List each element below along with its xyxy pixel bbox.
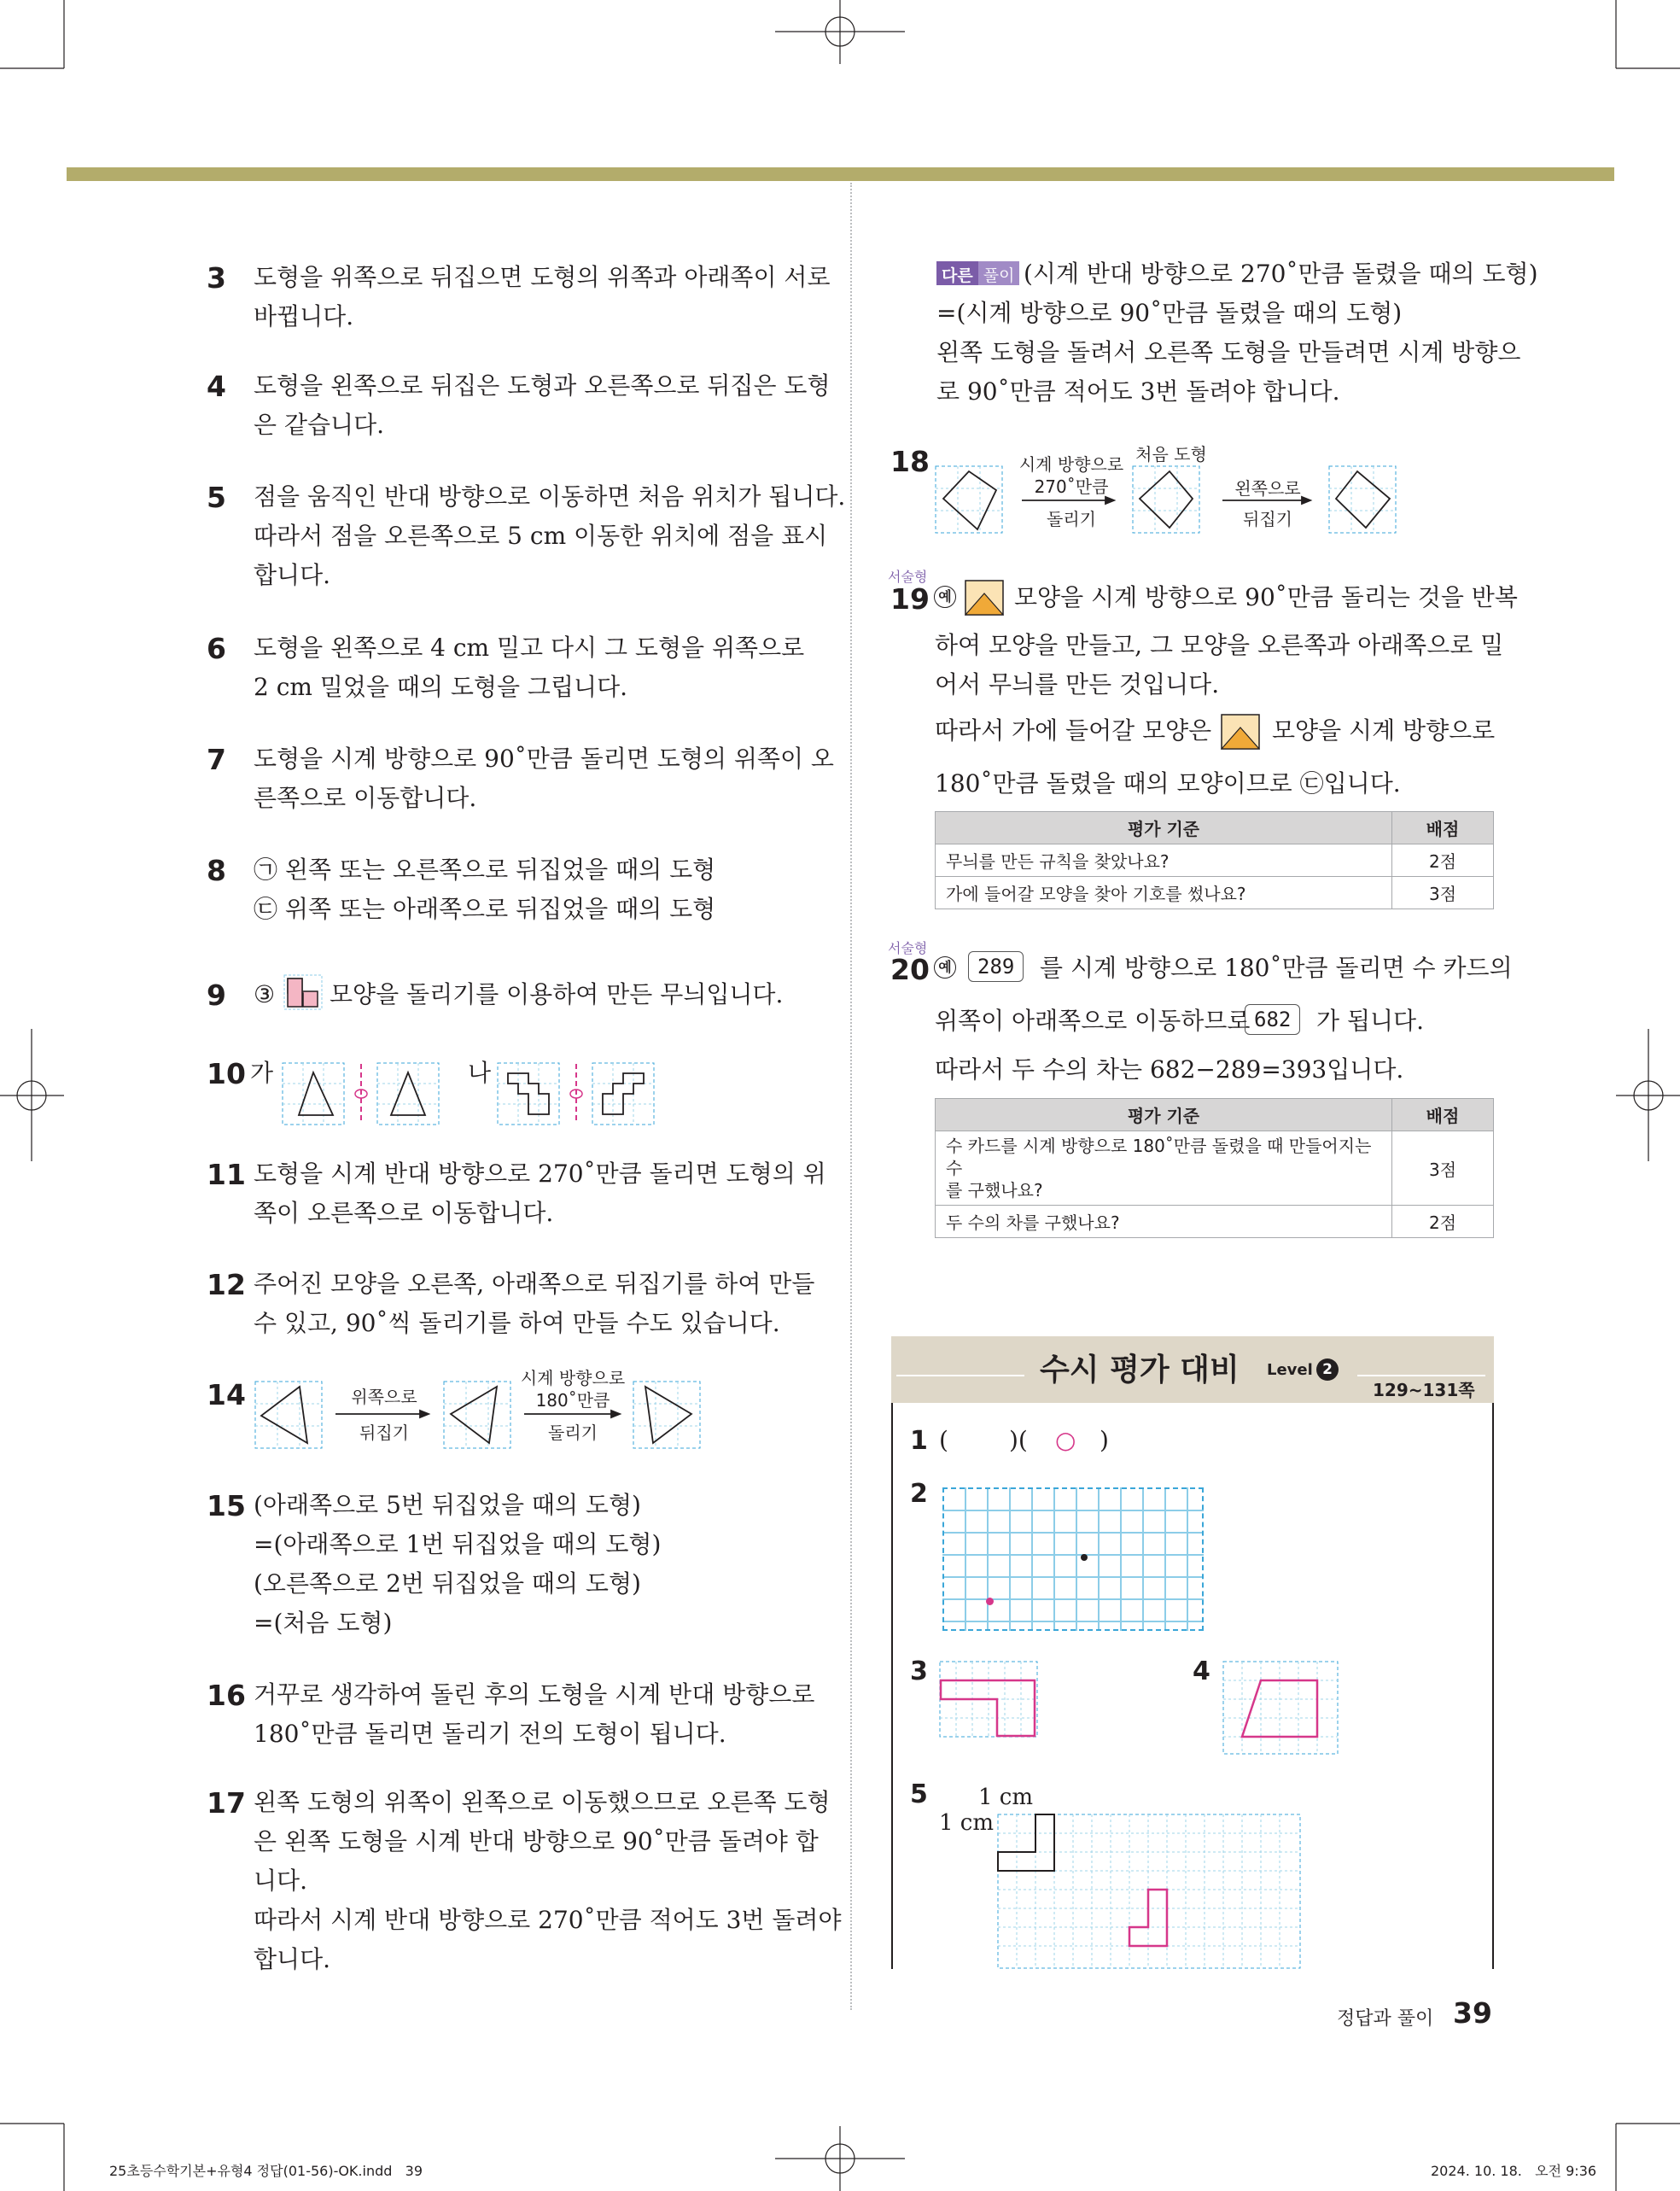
question-number: 11: [207, 1158, 246, 1191]
essay-tag: 서술형: [888, 940, 928, 956]
badge-label: 풀이: [978, 261, 1020, 285]
answer-text: 도형을 시계 방향으로 90˚만큼 돌리면 도형의 위쪽이 오: [254, 745, 834, 773]
table-row: [936, 844, 1494, 877]
answer-text: 따라서 가에 들어갈 모양은: [935, 716, 1212, 745]
scale-label: 1 cm: [939, 1810, 995, 1836]
grid-figure-3: [939, 1661, 1038, 1738]
column-divider: [850, 183, 852, 2010]
answer-text: 수 있고, 90˚씩 돌리기를 하여 만들 수도 있습니다.: [254, 1309, 780, 1337]
question-number: 17: [207, 1786, 246, 1820]
arrow-label: 돌리기: [1047, 509, 1096, 529]
answer-text: 를 시계 방향으로 180˚만큼 돌리면 수 카드의: [1040, 954, 1513, 982]
answer-text: =(처음 도형): [254, 1609, 393, 1637]
figure-18: [935, 464, 1400, 536]
dot-grid: [942, 1487, 1204, 1631]
answer-text: (시계 반대 방향으로 270˚만큼 돌렸을 때의 도형): [1024, 260, 1538, 288]
answer-text: 도형을 왼쪽으로 4 cm 밀고 다시 그 도형을 위쪽으로: [254, 634, 805, 662]
question-number: 19: [890, 582, 930, 616]
question-number: 10: [207, 1057, 246, 1090]
question-number: 7: [207, 743, 226, 776]
answer-text: 합니다.: [254, 1945, 331, 1973]
banner-rule: [896, 1375, 1024, 1376]
footer-label: 정답과 풀이: [1337, 2008, 1434, 2030]
answer-text: 른쪽으로 이동합니다.: [254, 784, 477, 812]
number-card-value: 289: [968, 951, 1024, 982]
table-cell: 2점: [1392, 844, 1494, 877]
answer-text: =(시계 방향으로 90˚만큼 돌렸을 때의 도형): [936, 299, 1403, 327]
label-ga: 가: [250, 1059, 274, 1087]
answer-text: 도형을 위쪽으로 뒤집으면 도형의 위쪽과 아래쪽이 서로: [254, 263, 831, 291]
table-cell: 를 구했나요?: [946, 1180, 1043, 1201]
answer-text: 모양을 시계 방향으로: [1272, 716, 1496, 745]
section-border-right: [1492, 1403, 1494, 1969]
item-number: 4: [1193, 1656, 1210, 1686]
answer-text: (오른쪽으로 2번 뒤집었을 때의 도형): [254, 1569, 641, 1598]
question-number: 8: [207, 854, 226, 887]
number-card: [1245, 1004, 1300, 1035]
scale-label: 1 cm: [978, 1785, 1034, 1810]
figure-14: [254, 1378, 703, 1450]
table-cell: 무늬를 만든 규칙을 찾았나요?: [936, 844, 1392, 877]
tile-shape-icon: [1221, 714, 1260, 750]
grid-figure-4: [1222, 1661, 1339, 1755]
choice-mark: ③: [254, 980, 276, 1008]
number-card: [968, 951, 1024, 982]
arrow-label: 시계 방향으로: [520, 1368, 626, 1388]
alt-badge: [936, 261, 1019, 285]
answer-text: 2 cm 밀었을 때의 도형을 그립니다.: [254, 673, 628, 701]
table-cell: 3점: [1392, 1131, 1494, 1206]
table-cell: 두 수의 차를 구했나요?: [936, 1206, 1392, 1238]
answer-text: 쪽이 오른쪽으로 이동합니다.: [254, 1199, 554, 1227]
table-cell: 수 카드를 시계 방향으로 180˚만큼 돌렸을 때 만들어지는 수: [946, 1136, 1372, 1178]
answer-text: =(아래쪽으로 1번 뒤집었을 때의 도형): [254, 1530, 662, 1558]
question-number: 20: [890, 953, 930, 986]
page-range: 129~131쪽: [1373, 1380, 1475, 1400]
item-number: 1: [910, 1426, 928, 1456]
essay-tag: 서술형: [888, 569, 928, 585]
item-number: 3: [910, 1656, 928, 1686]
table-cell: 가에 들어갈 모양을 찾아 기호를 썼나요?: [936, 877, 1392, 909]
badge-label: 다른: [936, 261, 978, 285]
grid-figure-5: [997, 1814, 1304, 1971]
answer-text: 로 90˚만큼 적어도 3번 돌려야 합니다.: [936, 377, 1340, 406]
table-header: 평가 기준: [936, 1099, 1392, 1131]
answer-text: 점을 움직인 반대 방향으로 이동하면 처음 위치가 됩니다.: [254, 482, 846, 511]
paren: ): [1100, 1426, 1109, 1454]
question-number: 14: [207, 1378, 246, 1411]
answer-text: 합니다.: [254, 561, 331, 589]
section-border-left: [891, 1403, 893, 1969]
question-number: 12: [207, 1268, 246, 1301]
question-number: 16: [207, 1679, 246, 1712]
answer-text: 니다.: [254, 1867, 307, 1895]
answer-text: 은 왼쪽 도형을 시계 반대 방향으로 90˚만큼 돌려야 합: [254, 1827, 819, 1855]
tile-shape-icon: [965, 580, 1004, 616]
answer-text: ㉠ 왼쪽 또는 오른쪽으로 뒤집었을 때의 도형: [254, 856, 716, 884]
level-number: 2: [1316, 1358, 1339, 1381]
question-number: 4: [207, 370, 226, 403]
original-point: [1081, 1554, 1088, 1561]
answer-text: 모양을 돌리기를 이용하여 만든 무늬입니다.: [330, 980, 784, 1008]
answer-text: 따라서 점을 오른쪽으로 5 cm 이동한 위치에 점을 표시: [254, 522, 828, 550]
answer-point: [986, 1598, 994, 1605]
table-cell: 2점: [1392, 1206, 1494, 1238]
arrow-label: 180˚만큼: [535, 1390, 610, 1411]
answer-text: 모양을 시계 방향으로 90˚만큼 돌리는 것을 반복: [1014, 583, 1518, 611]
top-bar: [67, 167, 1614, 181]
answer-text: 위쪽이 아래쪽으로 이동하므로: [935, 1007, 1251, 1035]
answer-text: 도형을 시계 반대 방향으로 270˚만큼 돌리면 도형의 위: [254, 1160, 826, 1188]
answer-text: 하여 모양을 만들고, 그 모양을 오른쪽과 아래쪽으로 밀: [935, 631, 1504, 659]
pattern-shape-icon: [283, 974, 323, 1010]
question-number: 3: [207, 261, 226, 295]
answer-text: 주어진 모양을 오른쪽, 아래쪽으로 뒤집기를 하여 만들: [254, 1270, 815, 1298]
answer-text: 어서 무늬를 만든 것입니다.: [935, 670, 1220, 698]
question-number: 18: [890, 445, 930, 478]
question-number: 5: [207, 481, 226, 514]
answer-text: (아래쪽으로 5번 뒤집었을 때의 도형): [254, 1491, 641, 1519]
arrow-label: 뒤집기: [1243, 509, 1292, 529]
arrow-label: 270˚만큼: [1034, 476, 1109, 497]
figure-label: 처음 도형: [1135, 444, 1207, 464]
answer-text: 따라서 두 수의 차는 682−289=393입니다.: [935, 1055, 1404, 1084]
arrow-label: 돌리기: [548, 1423, 598, 1443]
answer-text: 도형을 왼쪽으로 뒤집은 도형과 오른쪽으로 뒤집은 도형: [254, 371, 831, 400]
table-header: 평가 기준: [936, 812, 1392, 844]
answer-text: 왼쪽 도형의 위쪽이 왼쪽으로 이동했으므로 오른쪽 도형: [254, 1788, 831, 1816]
figure-na: [497, 1062, 656, 1125]
grading-table: [935, 811, 1494, 909]
example-mark: 예: [934, 956, 956, 979]
page-number: 39: [1453, 1996, 1492, 2030]
label-na: 나: [468, 1059, 492, 1087]
answer-text: ㉢ 위쪽 또는 아래쪽으로 뒤집었을 때의 도형: [254, 895, 716, 923]
answer-text: 거꾸로 생각하여 돌린 후의 도형을 시계 반대 방향으로: [254, 1680, 815, 1709]
answer-text: 180˚만큼 돌렸을 때의 모양이므로 ㉢입니다.: [935, 769, 1401, 798]
answer-text: 바뀝니다.: [254, 302, 354, 330]
arrow-label: 왼쪽으로: [1234, 478, 1301, 499]
example-mark: 예: [934, 586, 956, 608]
item-number: 5: [910, 1779, 928, 1809]
arrow-label: 위쪽으로: [351, 1387, 417, 1407]
table-cell: 3점: [1392, 877, 1494, 909]
file-info: 25초등수학기본+유형4 정답(01-56)-OK.indd 39: [109, 2163, 423, 2179]
paren: (: [939, 1426, 948, 1454]
table-header: 배점: [1392, 1099, 1494, 1131]
figure-ga: [282, 1062, 440, 1125]
answer-text: 따라서 시계 반대 방향으로 270˚만큼 적어도 3번 돌려야: [254, 1906, 842, 1934]
table-row: [936, 1206, 1494, 1238]
arrow-label: 시계 방향으로: [1018, 454, 1124, 475]
answer-text: 180˚만큼 돌리면 돌리기 전의 도형이 됩니다.: [254, 1720, 726, 1748]
print-date: 2024. 10. 18. 오전 9:36: [1431, 2163, 1597, 2179]
number-card-value: 682: [1245, 1004, 1300, 1035]
table-header: 배점: [1392, 812, 1494, 844]
question-number: 6: [207, 632, 226, 665]
answer-text: 왼쪽 도형을 돌려서 오른쪽 도형을 만들려면 시계 방향으: [936, 338, 1521, 366]
answer-text: 가 됩니다.: [1316, 1007, 1424, 1035]
table-row: [936, 1131, 1494, 1206]
table-row: [936, 877, 1494, 909]
level-label: Level: [1267, 1361, 1313, 1379]
answer-text: 은 같습니다.: [254, 411, 385, 439]
item-number: 2: [910, 1479, 928, 1509]
question-number: 9: [207, 979, 226, 1012]
paren: )(: [1009, 1426, 1028, 1454]
arrow-label: 뒤집기: [359, 1423, 409, 1443]
question-number: 15: [207, 1489, 246, 1522]
grading-table: [935, 1098, 1494, 1238]
answer-mark: ○: [1055, 1426, 1076, 1454]
section-title: 수시 평가 대비: [1040, 1353, 1240, 1388]
